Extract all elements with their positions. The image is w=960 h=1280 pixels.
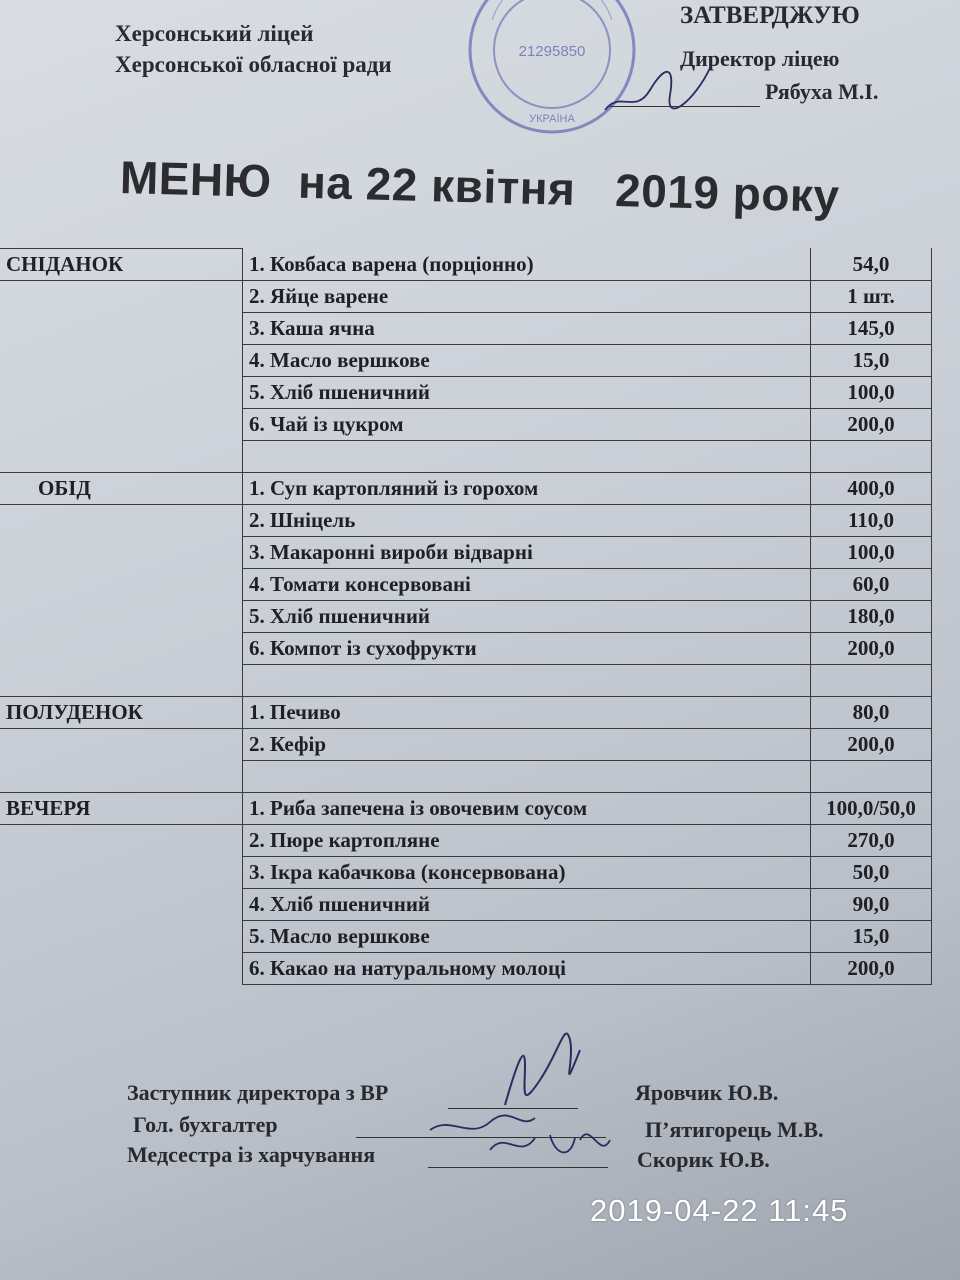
footer-role: Медсестра із харчування [127,1142,376,1167]
photo-timestamp: 2019-04-22 11:45 [590,1193,849,1228]
meal-cell [0,825,243,857]
meal-cell [0,857,243,889]
meal-cell [0,505,243,537]
meal-cell [0,537,243,569]
spacer-row [0,665,932,697]
dish-cell: 5. Хліб пшеничний [243,601,811,633]
quantity-cell [811,761,932,793]
table-row [0,569,932,601]
footer-role: Гол. бухгалтер [133,1112,278,1137]
meal-cell [0,281,243,313]
organization-block [115,18,392,80]
dish-cell: 2. Яйце варене [243,281,811,313]
table-row [0,377,932,409]
quantity-cell: 80,0 [811,697,932,729]
footer-name: Яровчик Ю.В. [635,1080,779,1105]
spacer-row [0,441,932,473]
dish-cell: 4. Томати консервовані [243,569,811,601]
dish-cell: 4. Масло вершкове [243,345,811,377]
quantity-cell: 100,0 [811,537,932,569]
table-row [0,345,932,377]
dish-cell [243,441,811,473]
quantity-cell [811,665,932,697]
quantity-cell: 50,0 [811,857,932,889]
table-row [0,601,932,633]
dish-cell [243,761,811,793]
meal-cell [0,409,243,441]
meal-cell: ВЕЧЕРЯ [0,793,243,825]
quantity-cell: 145,0 [811,313,932,345]
meal-cell [0,601,243,633]
quantity-cell [811,441,932,473]
dish-cell: 6. Компот із сухофрукти [243,633,811,665]
table-row [0,409,932,441]
meal-cell [0,313,243,345]
table-row [0,793,932,825]
table-row [0,697,932,729]
footer-name: П’ятигорець М.В. [645,1117,824,1142]
director-name: Рябуха М.І. [765,79,879,104]
footer-role: Заступник директора з ВР [127,1080,389,1105]
quantity-cell: 400,0 [811,473,932,505]
dish-cell: 6. Чай із цукром [243,409,811,441]
director-role: Директор ліцею [680,46,840,71]
meal-cell [0,569,243,601]
menu-table [0,248,932,985]
dish-cell: 1. Риба запечена із овочевим соусом [243,793,811,825]
dish-cell: 4. Хліб пшеничний [243,889,811,921]
quantity-cell: 100,0/50,0 [811,793,932,825]
quantity-cell: 60,0 [811,569,932,601]
meal-cell [0,345,243,377]
stamp-country: УКРАЇНА [529,113,575,125]
table-row [0,281,932,313]
stamp-code: 21295850 [518,43,586,60]
dish-cell: 1. Печиво [243,697,811,729]
quantity-cell: 180,0 [811,601,932,633]
table-row [0,729,932,761]
dish-cell: 2. Шніцель [243,505,811,537]
table-row [0,249,932,281]
dish-cell [243,665,811,697]
meal-cell [0,921,243,953]
meal-cell [0,953,243,985]
approval-block [680,2,879,104]
approve-heading: ЗАТВЕРДЖУЮ [680,2,860,29]
meal-cell [0,633,243,665]
quantity-cell: 90,0 [811,889,932,921]
quantity-cell: 1 шт. [811,281,932,313]
dish-cell: 5. Хліб пшеничний [243,377,811,409]
dish-cell: 6. Какао на натуральному молоці [243,953,811,985]
dish-cell: 1. Ковбаса варена (порціонно) [243,249,811,281]
footer-name: Скорик Ю.В. [637,1147,770,1172]
dish-cell: 3. Макаронні вироби відварні [243,537,811,569]
meal-cell [0,665,243,697]
handwritten-signatures-icon [480,1010,620,1170]
dish-cell: 2. Пюре картопляне [243,825,811,857]
table-row [0,889,932,921]
table-row [0,537,932,569]
table-row [0,857,932,889]
quantity-cell: 100,0 [811,377,932,409]
table-row [0,921,932,953]
meal-cell [0,441,243,473]
quantity-cell: 200,0 [811,729,932,761]
quantity-cell: 110,0 [811,505,932,537]
meal-cell: СНІДАНОК [0,249,243,281]
director-signature-icon [600,60,720,120]
dish-cell: 1. Суп картопляний із горохом [243,473,811,505]
table-row [0,953,932,985]
page-title: МЕНЮ на 22 квітня 2019 року [119,151,841,222]
meal-cell: ПОЛУДЕНОК [0,697,243,729]
table-row [0,633,932,665]
meal-cell: ОБІД [0,473,243,505]
quantity-cell: 15,0 [811,345,932,377]
meal-cell [0,889,243,921]
dish-cell: 3. Ікра кабачкова (консервована) [243,857,811,889]
quantity-cell: 200,0 [811,409,932,441]
org-name-line1: Херсонський ліцей [115,21,314,46]
quantity-cell: 200,0 [811,633,932,665]
dish-cell: 5. Масло вершкове [243,921,811,953]
quantity-cell: 270,0 [811,825,932,857]
table-row [0,473,932,505]
meal-cell [0,729,243,761]
table-row [0,825,932,857]
table-row [0,505,932,537]
quantity-cell: 54,0 [811,249,932,281]
dish-cell: 2. Кефір [243,729,811,761]
org-name-line2: Херсонської обласної ради [115,52,392,77]
dish-cell: 3. Каша ячна [243,313,811,345]
meal-cell [0,761,243,793]
meal-cell [0,377,243,409]
table-row [0,313,932,345]
quantity-cell: 15,0 [811,921,932,953]
quantity-cell: 200,0 [811,953,932,985]
spacer-row [0,761,932,793]
